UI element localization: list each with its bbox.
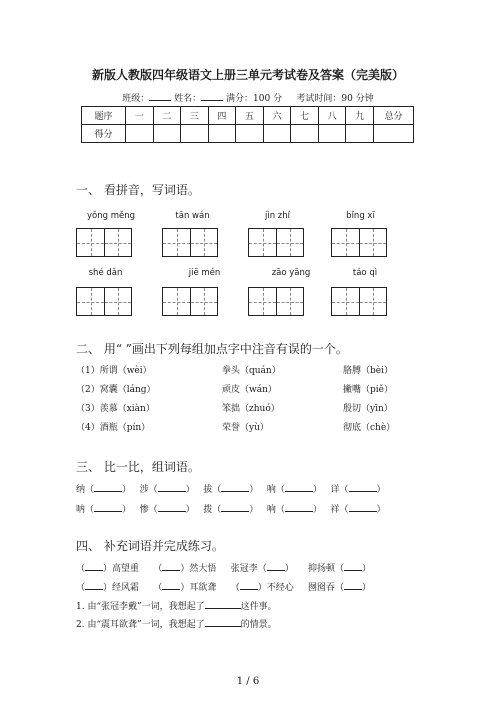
s2-item: 殷切（yīn） xyxy=(343,404,393,414)
s4-word: ）经风霜 xyxy=(103,583,140,593)
s3-close: ） xyxy=(185,485,195,495)
score-cell[interactable] xyxy=(374,125,414,143)
score-table xyxy=(81,106,414,143)
score-cell[interactable] xyxy=(263,125,291,143)
s4-word: ）高望重 xyxy=(103,564,140,574)
answer-blank[interactable] xyxy=(285,482,313,492)
s3-close: ） xyxy=(249,485,259,495)
writing-grid[interactable] xyxy=(76,228,132,257)
s3-char: 拔（ xyxy=(203,485,222,495)
s4-word: 囫囵吞（ xyxy=(308,583,345,593)
s4-close: ） xyxy=(362,583,372,593)
header-cell: 总分 xyxy=(374,107,414,125)
answer-blank[interactable] xyxy=(94,482,122,492)
s2-item: （2）窝囊（láng） xyxy=(76,385,156,395)
answer-blank[interactable] xyxy=(267,561,285,571)
pinyin-label: yǒng měng xyxy=(86,211,135,221)
pinyin-label: jiē mén xyxy=(188,268,221,278)
class-blank xyxy=(149,91,171,101)
s2-item: 彻底（chè） xyxy=(343,423,396,433)
s2-item: （1）所谓（wèi） xyxy=(76,366,152,376)
pinyin-label: tān wán xyxy=(175,211,210,221)
writing-grid[interactable] xyxy=(162,228,218,257)
s3-close: ） xyxy=(122,485,132,495)
s2-item: 撇嘴（piě） xyxy=(343,385,393,395)
s4-open: （ xyxy=(230,583,240,593)
s4-open: （ xyxy=(153,564,163,574)
s4-close: ） xyxy=(284,564,294,574)
s3-char: 涉（ xyxy=(139,485,158,495)
s4-word: ）不经心 xyxy=(257,583,294,593)
s3-close: ） xyxy=(185,505,195,515)
score-cell[interactable] xyxy=(126,125,154,143)
exam-info xyxy=(0,91,496,104)
writing-grid[interactable] xyxy=(248,228,304,257)
answer-blank[interactable] xyxy=(205,599,241,609)
s4-close: ） xyxy=(362,564,372,574)
answer-blank[interactable] xyxy=(349,502,377,512)
s4-word: 抑扬顿（ xyxy=(308,564,345,574)
s4-word: 张冠李（ xyxy=(230,564,267,574)
writing-grid[interactable] xyxy=(162,287,218,316)
section-3-heading: 三、 比一比，组词语。 xyxy=(76,460,200,474)
pinyin-label: táo qì xyxy=(352,268,378,278)
answer-blank[interactable] xyxy=(344,561,362,571)
answer-blank[interactable] xyxy=(94,502,122,512)
answer-blank[interactable] xyxy=(85,561,103,571)
s2-item: 拳头（quán） xyxy=(222,366,281,376)
s4-word: ）然大悟 xyxy=(180,564,217,574)
s3-close: ） xyxy=(376,505,386,515)
header-cell: 四 xyxy=(208,107,236,125)
score-cell[interactable] xyxy=(318,125,346,143)
answer-blank[interactable] xyxy=(221,482,249,492)
answer-blank[interactable] xyxy=(162,561,180,571)
header-cell: 六 xyxy=(263,107,291,125)
s2-item: 顽皮（wán） xyxy=(222,385,277,395)
row-label: 得分 xyxy=(82,125,126,143)
answer-blank[interactable] xyxy=(221,502,249,512)
answer-blank[interactable] xyxy=(162,580,180,590)
header-cell: 五 xyxy=(236,107,264,125)
s3-char: 纳（ xyxy=(76,485,95,495)
answer-blank[interactable] xyxy=(344,580,362,590)
s3-row xyxy=(76,502,386,515)
class-label: 班级： xyxy=(122,94,150,104)
pinyin-label: jìn zhí xyxy=(264,211,291,221)
s4-row xyxy=(76,561,371,574)
s3-char: 呐（ xyxy=(76,505,95,515)
s4-word: ）耳欲聋 xyxy=(180,583,217,593)
header-cell: 三 xyxy=(181,107,209,125)
question-text: 2. 由“震耳欲聋”一词，我想起了 xyxy=(76,620,205,630)
header-cell: 九 xyxy=(346,107,374,125)
s3-char: 惨（ xyxy=(139,505,158,515)
answer-blank[interactable] xyxy=(240,580,258,590)
question-text: 1. 由“张冠李戴”一词，我想起了 xyxy=(76,602,205,612)
full-score: 满分：100 分 xyxy=(226,94,283,104)
answer-blank[interactable] xyxy=(349,482,377,492)
score-cell[interactable] xyxy=(208,125,236,143)
pinyin-label: shé dǎn xyxy=(88,268,123,278)
section-1-heading: 一、 看拼音，写词语。 xyxy=(76,183,200,197)
s4-open: （ xyxy=(76,583,86,593)
score-table-row xyxy=(82,125,414,143)
s2-item: （3）羡慕（xiàn） xyxy=(76,404,155,414)
question-text: 这件事。 xyxy=(240,602,277,612)
s2-item: 荣誉（yù） xyxy=(222,423,269,433)
header-cell: 七 xyxy=(291,107,319,125)
s3-close: ） xyxy=(376,485,386,495)
writing-grid[interactable] xyxy=(331,228,387,257)
answer-blank[interactable] xyxy=(285,502,313,512)
s4-open: （ xyxy=(76,564,86,574)
s4-open: （ xyxy=(153,583,163,593)
s4-question-2 xyxy=(76,617,277,630)
section-2-heading: 二、 用“ ”画出下列每组加点字中注音有误的一个。 xyxy=(76,342,348,356)
s3-char: 响（ xyxy=(266,485,285,495)
writing-grid[interactable] xyxy=(248,287,304,316)
s3-char: 详（ xyxy=(330,485,349,495)
page-number: 1 / 6 xyxy=(236,676,260,687)
name-label: 姓名： xyxy=(174,94,202,104)
s3-char: 拨（ xyxy=(203,505,222,515)
header-cell: 题序 xyxy=(82,107,126,125)
section-4-heading: 四、 补充词语并完成练习。 xyxy=(76,539,224,553)
score-cell[interactable] xyxy=(153,125,181,143)
header-cell: 二 xyxy=(153,107,181,125)
answer-blank[interactable] xyxy=(158,502,186,512)
score-cell[interactable] xyxy=(291,125,319,143)
score-table-header xyxy=(82,107,414,125)
s2-item: 胳膊（bèi） xyxy=(343,366,393,376)
s2-item: 笨拙（zhuó） xyxy=(222,404,280,414)
answer-blank[interactable] xyxy=(85,580,103,590)
s3-row xyxy=(76,482,386,495)
writing-grid[interactable] xyxy=(331,287,387,316)
name-blank xyxy=(201,91,223,101)
score-cell[interactable] xyxy=(236,125,264,143)
s3-char: 响（ xyxy=(266,505,285,515)
score-cell[interactable] xyxy=(346,125,374,143)
question-text: 的情景。 xyxy=(240,620,277,630)
header-cell: 八 xyxy=(318,107,346,125)
score-cell[interactable] xyxy=(181,125,209,143)
s4-question-1 xyxy=(76,599,277,612)
s3-char: 祥（ xyxy=(330,505,349,515)
exam-time: 考试时间：90 分钟 xyxy=(296,94,374,104)
exam-title: 新版人教版四年级语文上册三单元考试卷及答案（完美版） xyxy=(91,68,404,82)
pinyin-label: zāo yāng xyxy=(271,268,311,278)
s3-close: ） xyxy=(122,505,132,515)
s2-item: （4）酒瓶（pín） xyxy=(76,423,151,433)
writing-grid[interactable] xyxy=(76,287,132,316)
s4-row xyxy=(76,580,371,593)
s3-close: ） xyxy=(249,505,259,515)
answer-blank[interactable] xyxy=(158,482,186,492)
header-cell: 一 xyxy=(126,107,154,125)
s3-close: ） xyxy=(312,505,322,515)
pinyin-label: bǐng xī xyxy=(346,211,375,221)
s3-close: ） xyxy=(312,485,322,495)
answer-blank[interactable] xyxy=(205,617,241,627)
